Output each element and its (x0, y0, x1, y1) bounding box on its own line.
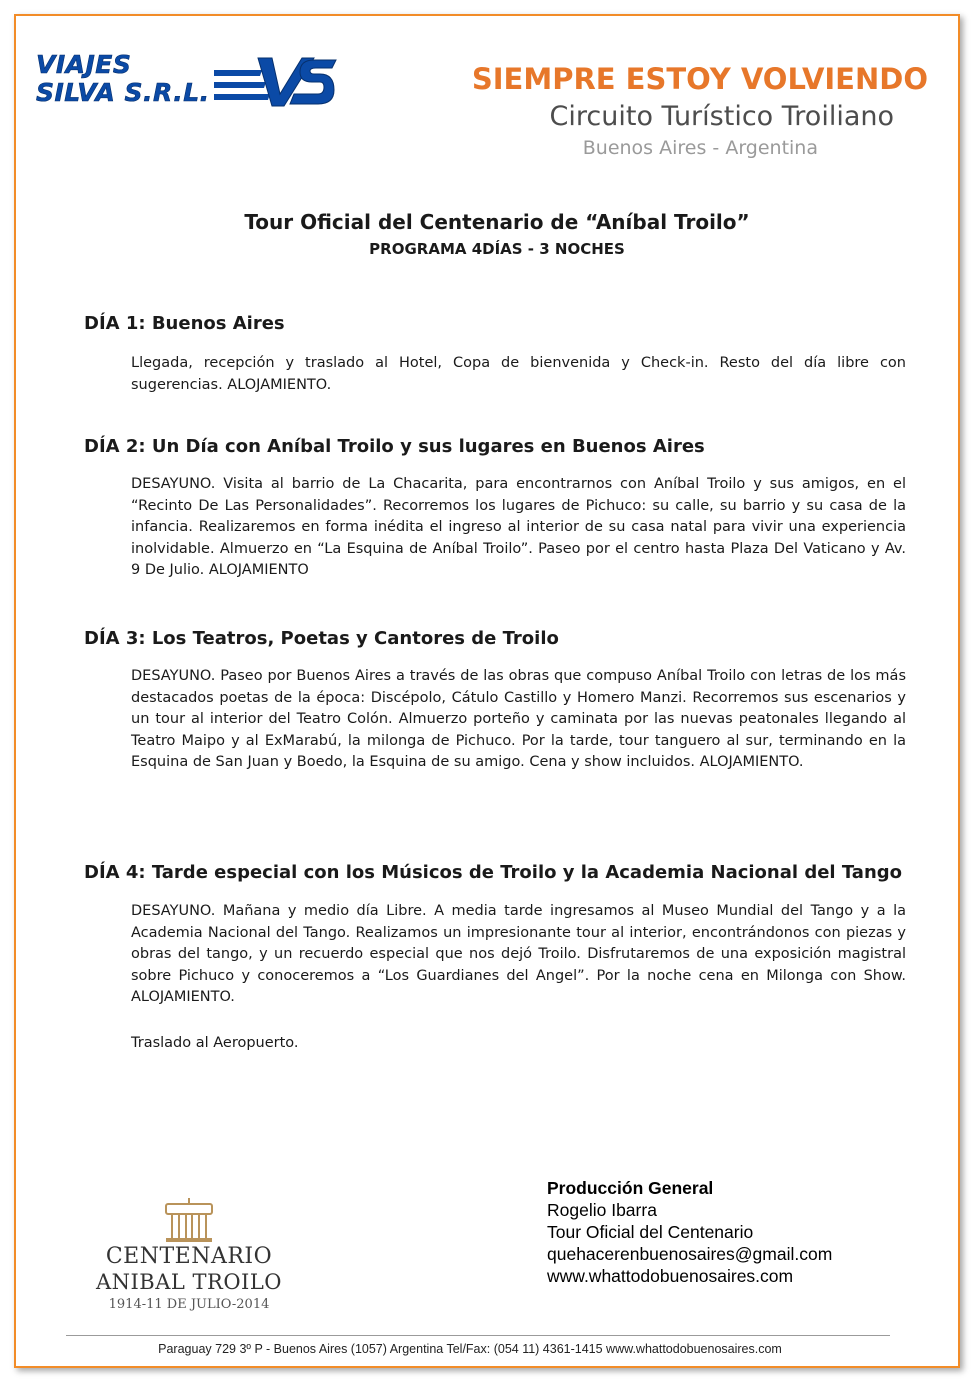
footer-contact: Paraguay 729 3º P - Buenos Aires (1057) Argentina Tel/Fax: (054 11) 4361-1415 www.whattodobuenosaires.com (158, 1342, 782, 1356)
bandoneon-icon (164, 1198, 214, 1244)
header-location: Buenos Aires - Argentina (582, 137, 818, 159)
credits-name: Rogelio Ibarra (547, 1200, 657, 1220)
program-subtitle: PROGRAMA 4DÍAS - 3 NOCHES (369, 240, 625, 258)
company-logo (32, 48, 342, 118)
day-2-text: DESAYUNO. Visita al barrio de La Chacarita, para encontrarnos con Aníbal Troilo y sus amigos, en el “Recinto De Las Personalidades”. Recorremos los lugares de Pichuco: su calle, su barrio y su casa de la infancia. Realizaremos en forma inédita el ingreso al interior de su casa natal para vivir una experiencia inolvidable. Almuerzo en “La Esquina de Aníbal Troilo”. Paseo por el centro hasta Plaza Del Vaticano y Av. 9 De Julio. ALOJAMIENTO (131, 476, 906, 578)
header-subtitle: Circuito Turístico Troiliano (549, 101, 894, 132)
header-title: SIEMPRE ESTOY VOLVIENDO (471, 62, 928, 96)
logo-line-2: SILVA S.R.L. (36, 78, 210, 107)
day-2-heading: DÍA 2: Un Día con Aníbal Troilo y sus lugares en Buenos Aires (84, 436, 705, 457)
credits-email[interactable]: quehacerenbuenosaires@gmail.com (547, 1244, 833, 1264)
day-4-heading: DÍA 4: Tarde especial con los Músicos de Troilo y la Academia Nacional del Tango (84, 862, 903, 883)
emblem-line-2: ANIBAL TROILO (95, 1270, 283, 1294)
day-1-heading: DÍA 1: Buenos Aires (84, 313, 285, 334)
footer-divider (66, 1335, 890, 1336)
program-title: Tour Oficial del Centenario de “Aníbal Troilo” (244, 210, 750, 234)
day-1-text: Llegada, recepción y traslado al Hotel, Copa de bienvenida y Check-in. Resto del día libre con sugerencias. ALOJAMIENTO. (131, 355, 906, 393)
credits-block (547, 1177, 832, 1287)
credits-role: Tour Oficial del Centenario (547, 1222, 754, 1242)
day-3-text: DESAYUNO. Paseo por Buenos Aires a través de las obras que compuso Aníbal Troilo con letras de los más destacados poetas de la época: Discépolo, Cátulo Castillo y Homero Manzi. Recorremos sus escenarios y un tour al interior del Teatro Colón. Almuerzo porteño y caminata por las nuevas peatonales llegando al Teatro Maipo y al ExMarabú, la milonga de Pichuco. Por la tarde, tour tanguero al sur, terminando en la Esquina de San Juan y Boedo, la Esquina de su amigo. Cena y show incluidos. ALOJAMIENTO. (131, 668, 906, 770)
day-3-heading: DÍA 3: Los Teatros, Poetas y Cantores de Troilo (84, 628, 559, 649)
day-4-extra: Traslado al Aeropuerto. (131, 1035, 299, 1051)
vs-logo-mark-icon (214, 52, 338, 112)
day-4-text: DESAYUNO. Mañana y medio día Libre. A media tarde ingresamos al Museo Mundial del Tango y a la Academia Nacional del Tango. Realizamos un impresionante tour al interior, encontrándonos con piezas y obras del tango, y un recuerdo especial que nos dejó Troilo. Disfrutaremos de una exposición magistral sobre Pichuco y conoceremos a “Los Guardianes del Angel”. Por la noche cena en Milonga con Show. ALOJAMIENTO. (131, 903, 906, 1005)
credits-heading: Producción General (547, 1178, 714, 1198)
logo-line-1: VIAJES (36, 50, 132, 79)
centenario-emblem (84, 1198, 294, 1318)
emblem-line-3: 1914-11 DE JULIO-2014 (108, 1297, 270, 1312)
emblem-line-1: CENTENARIO (105, 1244, 273, 1269)
credits-website[interactable]: www.whattodobuenosaires.com (547, 1266, 794, 1286)
